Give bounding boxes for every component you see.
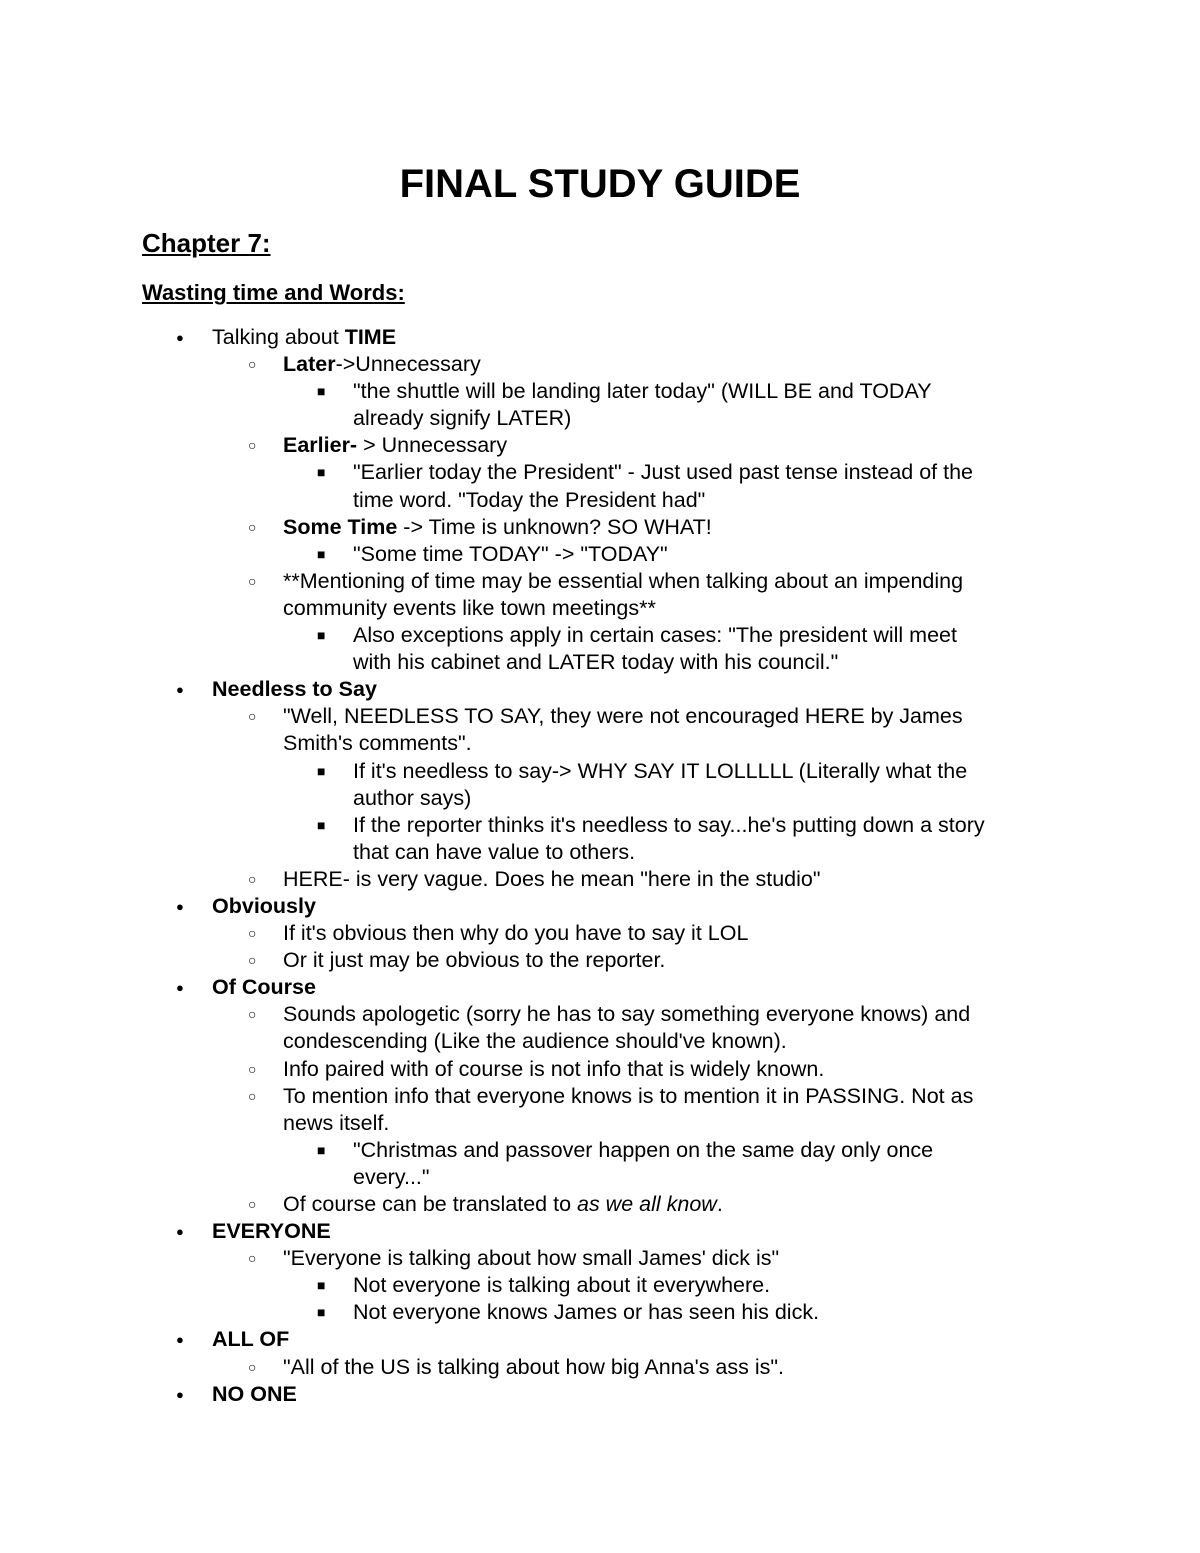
bullet-marker: ○	[248, 1196, 257, 1212]
bullet-marker: ■	[317, 383, 326, 400]
bullet-needless-to-say: ● Needless to Say	[0, 676, 1200, 703]
detail-item: ■ "Some time TODAY" -> "TODAY"	[0, 541, 1200, 568]
chapter-heading: Chapter 7:	[142, 228, 271, 258]
detail-item: ■ "Christmas and passover happen on the same day only once every..."	[317, 1137, 934, 1189]
bullet-marker: ○	[248, 1358, 257, 1375]
bullet-marker: ○	[248, 925, 257, 942]
bullet-marker: ■	[317, 1304, 326, 1321]
bullet-obviously: ● Obviously	[0, 893, 1200, 920]
bullet-marker: ●	[176, 1386, 184, 1402]
bullet-marker: ■	[317, 816, 326, 833]
bullet-marker: ●	[176, 682, 184, 698]
sub-bullet: ○ Info paired with of course is not info that is widely known.	[0, 1056, 1200, 1083]
detail-item: ■ Also exceptions apply in certain cases: "The president will meet with his cabinet and LATER today with his council."	[317, 623, 957, 675]
sub-bullet-some-time: ○ Some Time -> Time is unknown? SO WHAT!	[0, 514, 1200, 541]
bullet-marker: ○	[248, 952, 257, 969]
bullet-marker: ●	[176, 980, 184, 996]
bullet-marker: ○	[248, 870, 257, 887]
sub-bullet-earlier: ○ Earlier- > Unnecessary	[0, 432, 1200, 459]
sub-bullet-note: ○ **Mentioning of time may be essential when talking about an impending community events like town meetings**	[248, 568, 964, 620]
detail-item: ■ Not everyone knows James or has seen his dick.	[0, 1299, 1200, 1326]
bullet-marker: ○	[248, 1250, 257, 1267]
bullet-all-of: ● ALL OF	[0, 1326, 1200, 1353]
detail-item: ■ Not everyone is talking about it everywhere.	[0, 1272, 1200, 1299]
bullet-marker: ○	[248, 437, 257, 454]
bullet-talking-about-time: ● Talking about TIME	[0, 324, 1200, 351]
bullet-marker: ○	[248, 708, 257, 725]
study-outline	[0, 324, 1200, 1408]
detail-item: ■ "the shuttle will be landing later today" (WILL BE and TODAY already signify LATER)	[317, 379, 932, 431]
bullet-marker: ●	[176, 1332, 184, 1348]
detail-item: ■ "Earlier today the President" - Just used past tense instead of the time word. "Today the President had"	[317, 460, 974, 512]
bullet-marker: ○	[248, 1087, 257, 1104]
sub-bullet: ○ Or it just may be obvious to the reporter.	[0, 947, 1200, 974]
sub-bullet: ○ "Well, NEEDLESS TO SAY, they were not encouraged HERE by James Smith's comments".	[248, 704, 963, 756]
detail-item: ■ If the reporter thinks it's needless to say...he's putting down a story that can have value to others.	[317, 812, 985, 864]
bullet-marker: ■	[317, 627, 326, 644]
sub-bullet: ○ Of course can be translated to as we all know.	[0, 1191, 1200, 1218]
bullet-marker: ○	[248, 1060, 257, 1077]
sub-bullet-later: ○ Later->Unnecessary	[0, 351, 1200, 378]
bullet-marker: ○	[248, 1006, 257, 1023]
page-title: FINAL STUDY GUIDE	[399, 162, 801, 206]
bullet-of-course: ● Of Course	[0, 974, 1200, 1001]
detail-item: ■ If it's needless to say-> WHY SAY IT LOLLLLL (Literally what the author says)	[317, 758, 968, 810]
sub-bullet: ○ To mention info that everyone knows is to mention it in PASSING. Not as news itself.	[248, 1083, 974, 1135]
bullet-marker: ■	[317, 1141, 326, 1158]
bullet-marker: ■	[317, 1277, 326, 1294]
section-heading: Wasting time and Words:	[142, 280, 405, 305]
sub-bullet: ○ Sounds apologetic (sorry he has to say something everyone knows) and condescending (Like the audience should've known).	[248, 1002, 971, 1054]
bullet-marker: ●	[176, 898, 184, 914]
bullet-marker: ○	[248, 356, 257, 373]
bullet-marker: ○	[248, 572, 257, 589]
bullet-no-one: ● NO ONE	[0, 1381, 1200, 1408]
sub-bullet: ○ "Everyone is talking about how small James' dick is"	[0, 1245, 1200, 1272]
bullet-marker: ■	[317, 464, 326, 481]
bullet-everyone: ● EVERYONE	[0, 1218, 1200, 1245]
sub-bullet: ○ HERE- is very vague. Does he mean "here in the studio"	[0, 866, 1200, 893]
bullet-marker: ●	[176, 330, 184, 345]
sub-bullet: ○ "All of the US is talking about how big Anna's ass is".	[0, 1354, 1200, 1381]
sub-bullet: ○ If it's obvious then why do you have to say it LOL	[0, 920, 1200, 947]
bullet-marker: ○	[248, 518, 257, 535]
bullet-marker: ●	[176, 1224, 184, 1240]
bullet-marker: ■	[317, 762, 326, 779]
bullet-marker: ■	[317, 545, 326, 562]
